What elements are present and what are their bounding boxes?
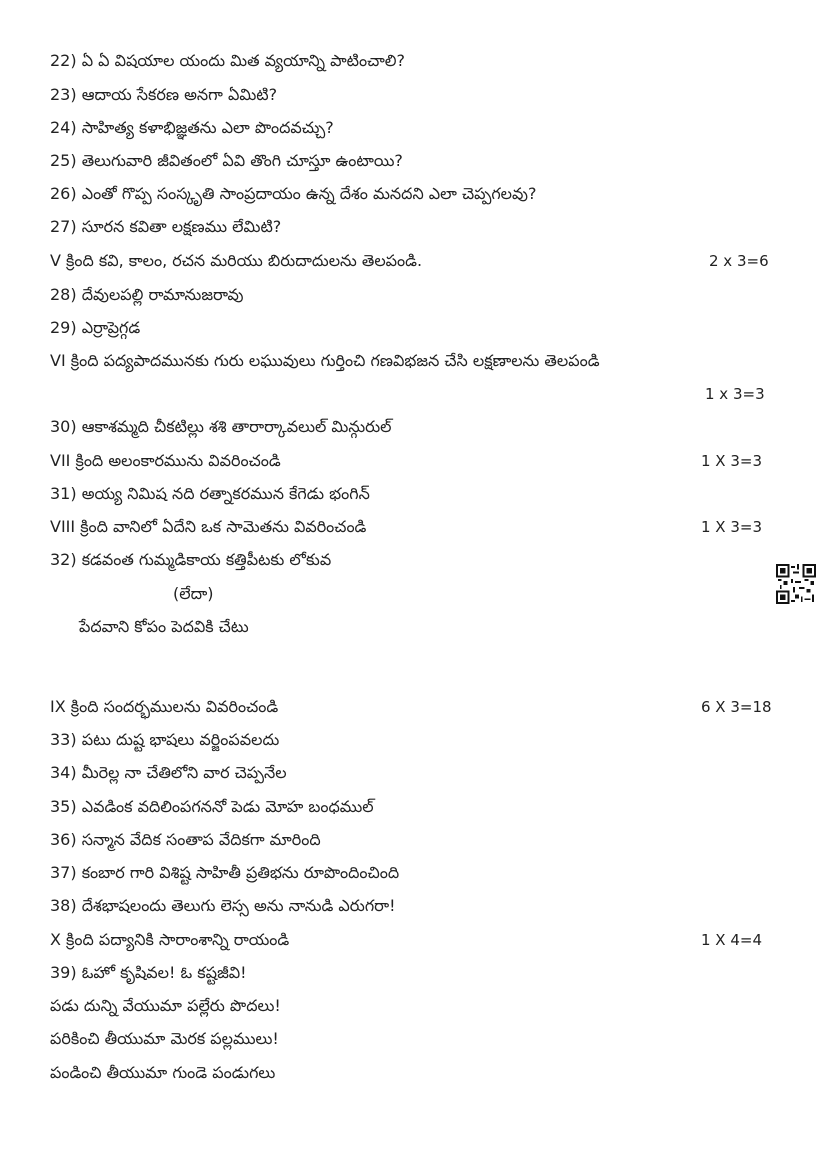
question-28: 28) దేవులపల్లి రామానుజరావు <box>50 285 244 304</box>
section-vi-marks: 1 x 3=3 <box>705 385 765 403</box>
question-27: 27) సూరన కవితా లక్షణము లేమిటి? <box>50 217 282 236</box>
question-36: 36) సన్మాన వేదిక సంతాప వేదికగా మారింది <box>50 830 321 849</box>
poem-line: 39) ఓహో కృషివల! ఓ కష్టజీవి! <box>50 963 247 982</box>
section-vii-title: VII క్రింది అలంకారమును వివరించండి <box>50 451 281 470</box>
section-vii-marks: 1 X 3=3 <box>701 452 763 470</box>
question-22: 22) ఏ ఏ విషయాల యందు మిత వ్యయాన్ని పాటించాలి? <box>50 51 405 70</box>
question-37: 37) కంబార గారి విశిష్ట సాహితీ ప్రతిభను రూపొందించింది <box>50 863 400 882</box>
question-30: 30) ఆకాశమ్మది చీకటిల్లు శశి తారార్కావలుల్ మిన్గురుల్ <box>50 417 392 436</box>
section-viii-marks: 1 X 3=3 <box>701 518 763 536</box>
qr-code-icon <box>776 564 816 604</box>
section-v-title: V క్రింది కవి, కాలం, రచన మరియు బిరుదాదులను తెలపండి. <box>50 251 423 270</box>
section-viii-title: VIII క్రింది వానిలో ఏదేని ఒక సామెతను వివరించండి <box>50 517 367 536</box>
question-26: 26) ఎంతో గొప్ప సంస్కృతి సాంప్రదాయం ఉన్న దేశం మనదని ఎలా చెప్పగలవు? <box>50 184 537 203</box>
poem-line: పరికించి తీయుమా మెరక పల్లములు! <box>50 1029 279 1048</box>
question-31: 31) అయ్య నిమిష నది రత్నాకరమున కేగెడు భంగిన్ <box>50 484 370 503</box>
question-33: 33) పటు దుష్ట భాషలు వర్జింపవలదు <box>50 730 280 749</box>
poem-line: పండించి తీయుమా గుండె పండుగలు <box>50 1063 276 1082</box>
section-v-marks: 2 x 3=6 <box>709 252 769 270</box>
section-x-marks: 1 X 4=4 <box>701 931 763 949</box>
question-29: 29) ఎర్రాప్రెగ్గడ <box>50 318 141 337</box>
question-34: 34) మీరెల్ల నా చేతిలోని వార చెప్పనేల <box>50 763 287 782</box>
section-ix-marks: 6 X 3=18 <box>701 698 772 716</box>
section-ix-title: IX క్రింది సందర్భములను వివరించండి <box>50 697 279 716</box>
question-23: 23) ఆదాయ సేకరణ అనగా ఏమిటి? <box>50 85 278 104</box>
section-vi-title: VI క్రింది పద్యపాదమునకు గురు లఘువులు గుర్తించి గణవిభజన చేసి లక్షణాలను తెలపండి <box>50 351 600 370</box>
question-25: 25) తెలుగువారి జీవితంలో ఏవి తొంగి చూస్తూ ఉంటాయి? <box>50 151 403 170</box>
section-x-title: X క్రింది పద్యానికి సారాంశాన్ని రాయండి <box>50 930 290 949</box>
question-38: 38) దేశభాషలందు తెలుగు లెస్స అను నానుడి ఎరుగరా! <box>50 896 396 915</box>
question-35: 35) ఎవడింక వదిలింపగననో పెడు మోహ బంధముల్ <box>50 797 374 816</box>
or-label: (లేదా) <box>173 584 214 603</box>
question-32-alternative: పేదవాని కోపం పెదవికి చేటు <box>79 617 249 636</box>
question-24: 24) సాహిత్య కళాభిజ్ఞతను ఎలా పొందవచ్చు? <box>50 118 334 137</box>
question-32: 32) కడవంత గుమ్మడికాయ కత్తిపీటకు లోకువ <box>50 550 332 569</box>
poem-line: పడు దున్ని వేయుమా పల్లేరు పొదలు! <box>50 996 281 1015</box>
